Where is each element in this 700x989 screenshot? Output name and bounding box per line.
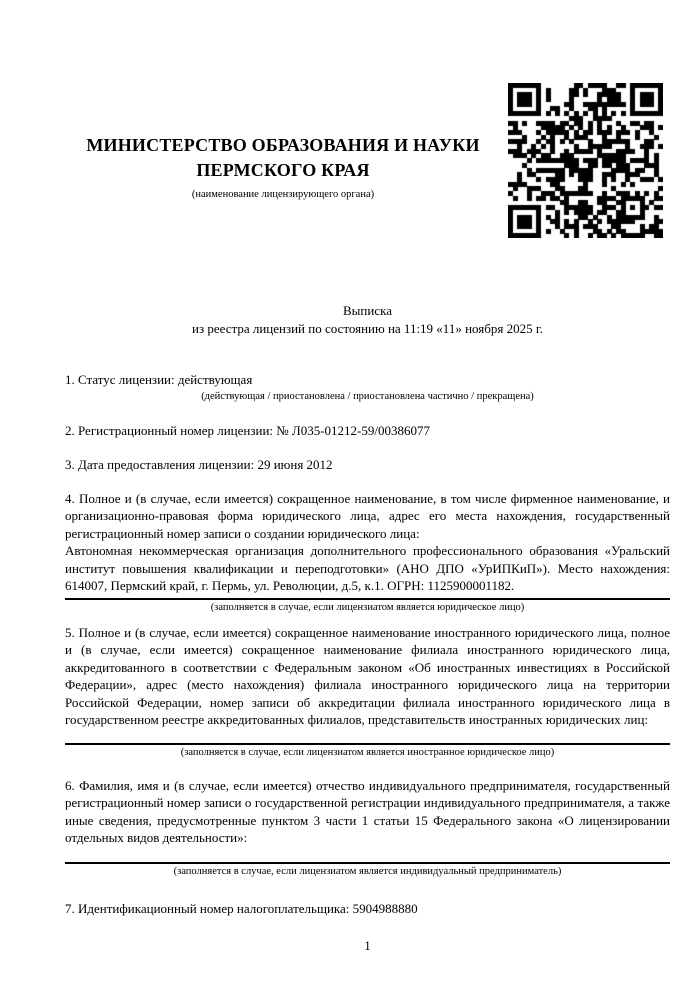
title-line-2: из реестра лицензий по состоянию на 11:19 «11» ноября 2025 г. xyxy=(192,321,543,336)
page-number: 1 xyxy=(364,938,371,953)
entrepreneur-item-text: 6. Фамилия, имя и (в случае, если имеется) отчество индивидуального предпринимателя, государственный регистрационный номер записи о государственной регистрации индивидуального предпринимателя, а также иные сведения, предусмотренные пунктом 3 части 1 статьи 15 Федерального закона «О лицензировании отдельных видов деятельности»: xyxy=(65,777,670,845)
taxpayer-id-item: 7. Идентификационный номер налогоплательщика: 5904988880 xyxy=(65,900,418,916)
foreign-entity-fill-line xyxy=(65,743,670,745)
legal-entity-fill-line xyxy=(65,598,670,600)
license-number-item: 2. Регистрационный номер лицензии: № Л035-01212-59/00386077 xyxy=(65,422,431,438)
entrepreneur-fill-line xyxy=(65,862,670,864)
foreign-entity-item xyxy=(65,624,670,759)
title-line-1: Выписка xyxy=(343,303,392,318)
document-header xyxy=(65,83,670,263)
ministry-name-line2: ПЕРМСКОГО КРАЯ xyxy=(196,160,370,180)
licensing-authority-caption: (наименование лицензирующего органа) xyxy=(191,189,375,200)
document-title xyxy=(65,302,670,338)
entrepreneur-item xyxy=(65,777,670,878)
license-status-item xyxy=(65,371,670,403)
legal-entity-item-text: 4. Полное и (в случае, если имеется) сокращенное наименование, в том числе фирменное наименование, и организационно-правовая форма юридического лица, адрес его места нахождения, государственный регистрационный номер записи о создании юридического лица: xyxy=(65,490,670,541)
qr-code-image xyxy=(508,83,663,238)
license-status-text: 1. Статус лицензии: действующая xyxy=(65,372,253,387)
legal-entity-value: Автономная некоммерческая организация дополнительного профессионального образования «Уральский институт повышения квалификации и переподготовки» (АНО ДПО «УрИПКиП»). Место нахождения: 614007, Пермский край, г. Пермь, ул. Революции, д.5, к.1. ОГРН: 1125900001182. xyxy=(65,543,670,593)
foreign-entity-caption: (заполняется в случае, если лицензиатом является иностранное юридическое лицо) xyxy=(180,746,555,758)
legal-entity-caption: (заполняется в случае, если лицензиатом является юридическое лицо) xyxy=(210,601,525,613)
entrepreneur-caption: (заполняется в случае, если лицензиатом является индивидуальный предприниматель) xyxy=(173,865,562,877)
legal-entity-item xyxy=(65,490,670,614)
ministry-name-line1: МИНИСТЕРСТВО ОБРАЗОВАНИЯ И НАУКИ xyxy=(86,135,480,155)
licensing-authority-block xyxy=(65,133,501,201)
license-date-item: 3. Дата предоставления лицензии: 29 июня 2012 xyxy=(65,457,333,472)
document-body xyxy=(65,371,670,955)
license-status-options-caption: (действующая / приостановлена / приостановлена частично / прекращена) xyxy=(201,390,534,402)
foreign-entity-item-text: 5. Полное и (в случае, если имеется) сокращенное наименование иностранного юридического лица, полное и (в случае, если имеется) сокращенное наименование филиала иностранного юридического лица, аккредитованного в соответствии с Федеральным законом «Об иностранных инвестициях в Российской Федерации», адрес (место нахождения) филиала иностранного юридического лица на территории Российской Федерации, номер записи об аккредитации филиала иностранного юридического лица в государственном реестре аккредитованных филиалов, представительств иностранных юридических лиц: xyxy=(65,624,670,727)
